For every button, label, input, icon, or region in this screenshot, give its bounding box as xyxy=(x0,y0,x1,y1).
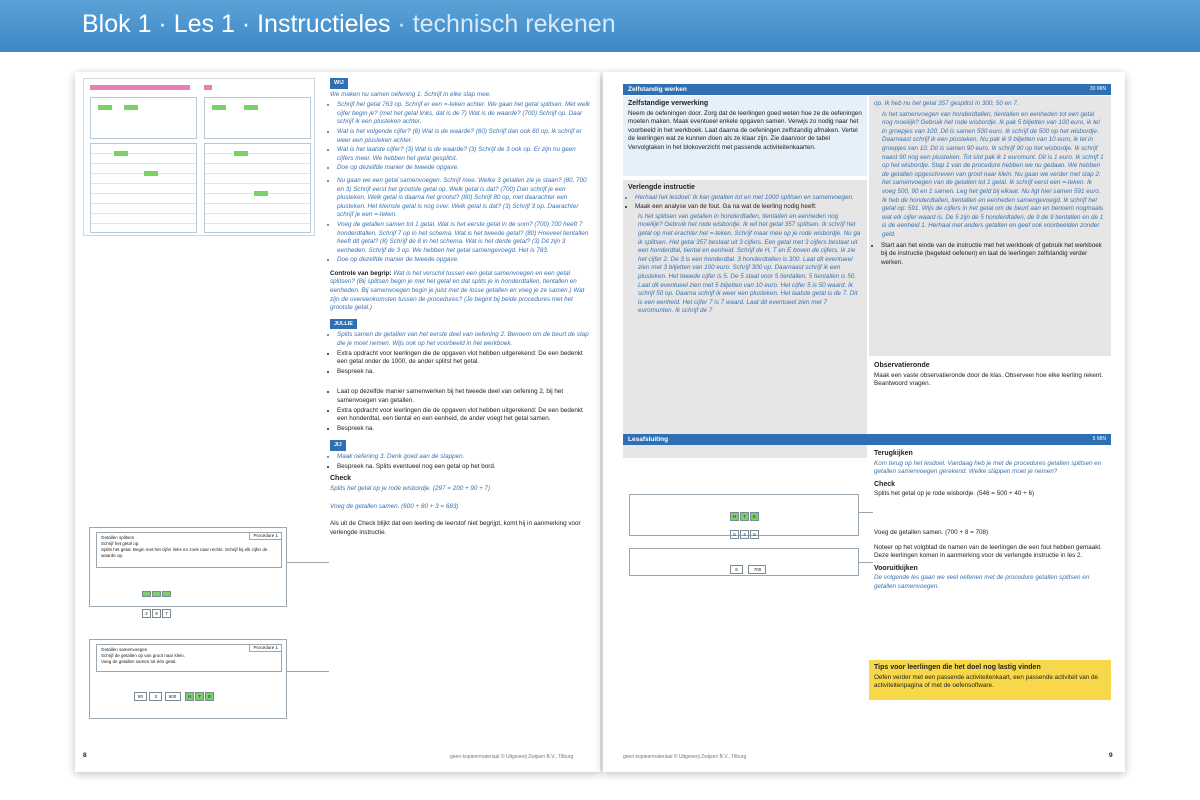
figure-step: Splits het getal. Begin met het cijfer links en zoek naar rechts. Schrijf bij elk cijfer de waarde op. xyxy=(101,547,268,558)
list-item: • Wat is het volgende cijfer? (6) Wat is de waarde? (60) Schrijf dan ook 60 op. Ik schrijf er weer een plusteken achter. xyxy=(337,128,592,145)
verlengde-instructie-continued xyxy=(869,96,1111,356)
section-duration: 5 MIN xyxy=(1092,436,1106,442)
lesson-title xyxy=(82,10,616,39)
tk-heading: Terugkijken xyxy=(874,450,913,457)
digit-cell: 4 xyxy=(740,530,749,539)
section-title: Zelfstandig werken xyxy=(628,86,687,93)
zelfstandige-verwerking-box xyxy=(623,96,867,176)
place-header: T xyxy=(195,692,204,701)
list-item: • Bespreek na. xyxy=(337,425,592,434)
footer: geen kopieermateriaal © Uitgeverij Zwijsen B.V., Tilburg xyxy=(450,754,574,760)
wij-intro: We maken nu samen oefening 1. Schrijf in elke stap mee. xyxy=(330,90,491,98)
sep: · xyxy=(151,10,174,38)
verlengde-instructie-box xyxy=(623,180,867,458)
place-cell xyxy=(142,591,151,597)
left-text-column xyxy=(330,78,592,539)
tk-text: Kom terug op het lesdoel. Vandaag heb je met de procedures getallen splitsen en getallen samenvoegen gerekend. Welke stappen moet je nemen? xyxy=(874,459,1102,476)
place-header: E xyxy=(750,512,759,521)
list-item: • Start aan het einde van de instructie met het werkboek of gebruik het werkboek bij de instructie (begeleid oefenen) en laat de leerlingen zelfstandig verder werken. xyxy=(881,242,1106,268)
workbook-thumbnail xyxy=(83,78,315,236)
number-box: 600 xyxy=(165,692,181,701)
digit-cell: 5 xyxy=(730,530,739,539)
col2-sub: Is het samenvoegen van honderdtallen, tientallen en eenheden tot een getal nog moeilijk? Gebruik het rode wisbordje. Ik pak 5 biljetten van 100 euro, ik tel in groepjes van 100. Dit is samen 500 euro. Ik schrijf de 500 op het wisbordje. Daarnaast schrijf ik een plusteken. Nu pak ik 9 biljetten van 10 euro, ik tel in groepjes van 10. Dit is samen 90 euro. Ik schrijf 90 op het wisbordje. Ik schrijf naast 90 nog een plusteken. Tot slot pak ik 1 euromunt. Dit is 1 euro. Ik schrijf 1 op het wisbordje. Stap 1 van de procedure hebben we nu gedaan. We hebben de getallen opgeschreven van groot naar klein. Nu gaan we verder met stap 2: het samenvoegen van de getallen tot 1 getal. Ik schrijf eerst een =-teken. Ik voeg 500, 90 en 1 samen. Leg het geld bij elkaar. Nu ligt hier samen 591 euro. Ik heb de honderdtallen, tientallen en eenheden samengevoegd. Ik schrijf het getal op: 591. Wijs de cijfers in het getal om de beurt aan en benoem nogmaals wat elk cijfer waard is. De 5 zijn de 5 honderdtallen, de 9 de 9 tientallen en de 1 is de eenheid 1. Herhaal met anders getallen en geef ook voorbeelden zonder geld. xyxy=(882,110,1104,238)
list-item: • Extra opdracht voor leerlingen die de opgaven vlot hebben uitgerekend: De een bedenkt een honderdtal, een tiental en een eenheid, de ander voegt het getal samen. xyxy=(337,407,592,424)
obs-text: Maak een vaste observatieronde door de klas. Observeer hoe elke leerling rekent. Beantwoord vragen. xyxy=(874,371,1103,388)
zv-text: Neem de oefeningen door. Zorg dat de leerlingen goed weten hoe ze de oefeningen moeten maken. Maak eventueel enkele opgaven samen. Verwijs zo nodig naar het voorbeeld in het werkboek. Laat daarna de oefeningen zelfstandig afmaken. Vertel de leerlingen wat ze kunnen doen als ze klaar zijn. Zie daarvoor de tabel Vervolgtaken in het blokoverzicht met passende activiteitenkaarten. xyxy=(628,109,862,151)
list-item: • Laat op dezelfde manier samenwerken bij het tweede deel van oefening 2, bij het samenvoegen van getallen. xyxy=(337,388,592,405)
figure-step: Schrijf de getallen op van groot naar klein. xyxy=(101,653,186,658)
figure-title: Getallen samenvoegen xyxy=(101,647,148,652)
list-item: • Nu gaan we een getal samenvoegen. Schrijf mee. Welke 3 getallen zie je staan? (80, 700 en 3) Schrijf eerst het grootste getal op. Welk getal is dat? (700) Dan schrijf je een plusteken. Welk getal is daarna het grootst? (80) Schrijf 80 op, met daarachter een plusteken. Het kleinste getal is nog over. Welk getal is dat? (3) Schrijf 3 op. Daarachter schrijf je een =-teken. xyxy=(337,177,592,220)
list-item: • Doe op dezelfde manier de tweede opgave. xyxy=(337,164,592,173)
place-cell xyxy=(152,591,161,597)
list-item: • Maak oefening 3. Denk goed aan de stappen. xyxy=(337,453,592,462)
jullie-tag: JULLIE xyxy=(330,319,357,330)
check-figure-samenvoegen xyxy=(629,548,859,576)
tips-text: Oefen verder met een passende activiteitenkaart, een passende activiteit van de activiteitenpagina of met de oefensoftware. xyxy=(874,673,1099,690)
jullie-steps xyxy=(330,331,592,376)
list-item: • Bespreek na. xyxy=(337,368,592,377)
observatieronde xyxy=(874,362,1110,391)
list-item: • Wat is het laatste cijfer? (3) Wat is de waarde? (3) Schrijf de 3 ook op. Er zijn nu geen cijfers meer. We hebben het getal gesplitst. xyxy=(337,146,592,163)
procedure-label: Procedure 1 xyxy=(249,645,281,652)
controle-text: Wat is het verschil tussen een getal samenvoegen en een getal splitsen? (Bij splitsen begin je met het getal en dat splits je in honderdtallen, tientallen en eenheden. Bij samenvoegen begin je juist met de losse getallen en voeg je ze samen.) Wat zijn de overeenkomsten tussen de procedures? (Je begint bij beide procedures met het grootste getal.) xyxy=(330,269,585,312)
list-item: • Doe op dezelfde manier de tweede opgave. xyxy=(337,256,592,265)
section-duration: 30 MIN xyxy=(1089,86,1106,92)
right-page xyxy=(603,72,1125,772)
wij-steps-2 xyxy=(330,177,592,265)
place-header: E xyxy=(205,692,214,701)
check-2: Voeg de getallen samen. (700 + 8 = 708) xyxy=(874,528,989,536)
check-heading: Check xyxy=(874,480,896,488)
check-end: Als uit de Check blijkt dat een leerling de leerstof niet begrijpt, komt hij in aanmerking voor verlengde instructie. xyxy=(330,519,581,536)
number-box: 3 xyxy=(149,692,162,701)
wij-steps xyxy=(330,101,592,173)
digit-cell: 9 xyxy=(152,609,161,618)
tips-box xyxy=(869,660,1111,700)
controle-head: Controle van begrip: xyxy=(330,269,392,277)
section-title: Lesafsluiting xyxy=(628,436,669,443)
vk-text: De volgende les gaan we veel oefenen met de procedure getallen splitsen en getallen samenvoegen. xyxy=(874,574,1090,590)
section-bar-lesafsluiting xyxy=(623,434,1111,445)
page-number: 8 xyxy=(83,752,87,759)
jij-tag: JIJ xyxy=(330,440,346,451)
col2-list xyxy=(874,242,1106,268)
tips-heading: Tips voor leerlingen die het doel nog lastig vinden xyxy=(874,664,1041,671)
place-cell xyxy=(162,591,171,597)
right-closing-column xyxy=(874,450,1110,594)
check-1: Splits het getal op je rode wisbordje. (546 = 500 + 40 + 6) xyxy=(874,490,1035,498)
list-item: • Voeg de getallen samen tot 1 getal. Wat is het eerste getal in de som? (700) 700 heeft 7 honderdtallen. Schrijf 7 op in het schema. Wat is het tweede getal? (80) Hoeveel tientallen heeft dit getal? (8) Schrijf de 8 in het schema. Wat is het derde getal? (3) Dit zijn 3 eenheden. Schrijf de 3 op. We hebben het getal samengevoegd. Het is 783. xyxy=(337,221,592,255)
number-box: 8 xyxy=(730,565,743,574)
figure-step: Schrijf het getal op. xyxy=(101,541,140,546)
blok-label: Blok 1 xyxy=(82,10,152,38)
figure-title: Getallen splitsen xyxy=(101,535,135,540)
les-label: Les 1 xyxy=(173,10,235,38)
connector-line xyxy=(859,562,873,563)
connector-line xyxy=(287,562,329,563)
procedure-figure-splitsen xyxy=(89,527,287,616)
list-item: • Herhaal het lesdoel: Ik kan getallen tot en met 1000 splitsen en samenvoegen. xyxy=(635,194,862,203)
lesson-type: Instructieles xyxy=(257,10,391,38)
connector-line xyxy=(287,671,329,672)
vi-list xyxy=(628,194,862,212)
list-item: • Bespreek na. Splits eventueel nog een getal op het bord. xyxy=(337,463,592,472)
page-number: 9 xyxy=(1109,752,1113,759)
noteer-text: Noteer op het volgblad de namen van de leerlingen die een fout hebben gemaakt. Deze leerlingen komen in aanmerking voor de verlengde instructie in les 2. xyxy=(874,543,1102,560)
number-box: 80 xyxy=(134,692,147,701)
procedure-figure-samenvoegen xyxy=(89,639,287,719)
list-item: • Splits samen de getallen van het eerste deel van oefening 2. Benoem om de beurt de stap die je moet nemen. Wijs ook op het voorbeeld in het werkboek. xyxy=(337,331,592,348)
left-page xyxy=(75,72,600,772)
digit-cell: 6 xyxy=(750,530,759,539)
check-heading: Check xyxy=(330,475,352,483)
procedure-label: Procedure 1 xyxy=(249,533,281,540)
jij-steps xyxy=(330,453,592,471)
obs-heading: Observatieronde xyxy=(874,362,930,369)
controle-paragraph xyxy=(330,270,592,313)
list-item: • Maak een analyse van de fout. Ga na wat de leerling nodig heeft: xyxy=(635,203,862,212)
jullie-steps-2 xyxy=(330,388,592,433)
list-item: • Schrijf het getal 763 op. Schrijf er een =-teken achter. We gaan het getal splitsen. Met welk cijfer begin je? (met het getal links, dat is de 7) Wat is de waarde? (700) Schrijf op. Daar schrijf ik een plusteken achter. xyxy=(337,101,592,127)
figure-step: Voeg de getallen samen tot één getal. xyxy=(101,659,177,664)
digit-cell: 2 xyxy=(142,609,151,618)
col2-top: op. Ik heb nu het getal 357 gesplitst in 300, 50 en 7. xyxy=(874,100,1019,107)
vi-sub: Is het splitsen van getallen in honderdtallen, tientallen en eenheden nog moeilijk? Gebruik het rode wisbordje. Ik wil het getal 357 splitsen. Ik schrijf het getal op met erachter het =-teken. Schrijf maar mee op je rode wisbordje. Nu ga ik splitsen. Het getal 357 bestaat uit 3 cijfers. Een getal met 3 cijfers bestaat uit een honderdtal, tiental en eenheid. Schrijf de H, T en E boven de cijfers. Ik zie het cijfer 2. De 3 is een honderdtal. 3 honderdtallen is 300. Laat dit eventueel zien met 3 biljetten van 100 euro. Schrijf 300 op. Daarnaast schrijf ik een plusteken. Het tweede cijfer is 5. De 5 staat voor 5 tientallen. 5 tientallen is 50. Laat dit eventueel zien met 5 biljetten van 10 euro. Het cijfer 5 is 50 waard. Ik schrijf 50 op. Daarna schrijf ik weer een plusteken. Het laatste getal is de 7. Dit is een eenheid. Het cijfer 7 is 7 waard. Laat dit eventueel zien met 7 euromunten. Ik schrijf de 7 xyxy=(638,212,861,315)
sep: · xyxy=(234,10,258,38)
lesson-subject: · technisch rekenen xyxy=(390,10,616,38)
vi-heading: Verlengde instructie xyxy=(628,184,695,191)
number-box: 700 xyxy=(748,565,766,574)
list-item: • Extra opdracht voor leerlingen die de opgaven vlot hebben uitgerekend: De een bedenkt een getal onder de 1000, de ander splitst het getal. xyxy=(337,350,592,367)
place-header: T xyxy=(740,512,749,521)
zv-heading: Zelfstandige verwerking xyxy=(628,100,709,107)
lesson-title-banner xyxy=(0,0,1200,52)
place-header: H xyxy=(730,512,739,521)
connector-line xyxy=(859,512,873,513)
check-2: Voeg de getallen samen. (600 + 80 + 3 = 683) xyxy=(330,503,459,511)
footer: geen kopieermateriaal © Uitgeverij Zwijsen B.V., Tilburg xyxy=(623,754,747,760)
check-figure-splitsen xyxy=(629,494,859,536)
section-bar-zelfstandig xyxy=(623,84,1111,95)
place-header: H xyxy=(185,692,194,701)
digit-cell: 7 xyxy=(162,609,171,618)
wij-tag: WIJ xyxy=(330,78,348,89)
vk-heading: Vooruitkijken xyxy=(874,564,918,572)
check-1: Splits het getal op je rode wisbordje. (297 = 200 + 90 + 7) xyxy=(330,484,491,492)
